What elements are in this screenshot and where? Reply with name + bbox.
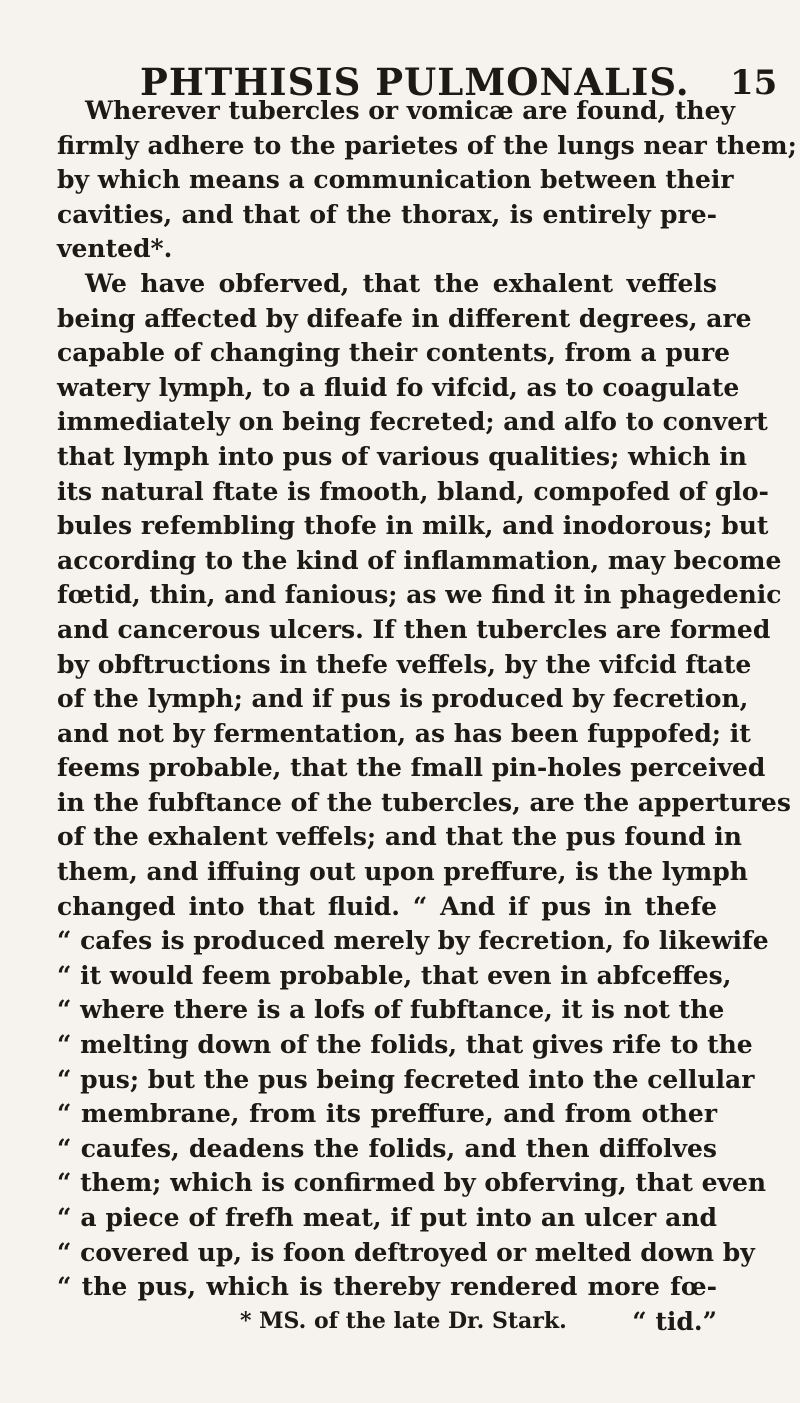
footnote: * MS. of the late Dr. Stark. bbox=[240, 1308, 567, 1334]
page-number: 15 bbox=[730, 63, 778, 103]
text-line: by obftructions in thefe veffels, by the vifcid ftate bbox=[57, 649, 752, 679]
text-line: immediately on being fecreted; and alfo to convert bbox=[57, 407, 768, 437]
text-line: Wherever tubercles or vomicæ are found, they bbox=[85, 96, 736, 125]
text-line: “ cafes is produced merely by fecretion, fo likewife bbox=[57, 926, 769, 956]
text-line: them, and iffuing out upon preffure, is the lymph bbox=[57, 857, 748, 887]
text-line: “ caufes, deadens the folids, and then diffolves bbox=[57, 1133, 717, 1163]
text-line: “ where there is a lofs of fubftance, it is not the bbox=[57, 995, 725, 1025]
text-line: “ it would feem probable, that even in abfceffes, bbox=[57, 960, 732, 990]
text-line: fœtid, thin, and fanious; as we find it in phagedenic bbox=[57, 580, 782, 610]
text-line: that lymph into pus of various qualities; which in bbox=[57, 441, 747, 471]
text-line: watery lymph, to a fluid fo vifcid, as to coagulate bbox=[57, 372, 740, 402]
text-line: “ tid.” bbox=[632, 1306, 717, 1336]
text-line: and not by fermentation, as has been fuppofed; it bbox=[57, 718, 751, 748]
text-line: “ the pus, which is thereby rendered more fœ- bbox=[57, 1272, 717, 1302]
text-line: changed into that fluid. “ And if pus in thefe bbox=[57, 891, 717, 921]
text-line: of the lymph; and if pus is produced by fecretion, bbox=[57, 684, 749, 714]
text-line: We have obferved, that the exhalent veffels bbox=[85, 268, 717, 298]
text-line: and cancerous ulcers. If then tubercles are formed bbox=[57, 614, 771, 644]
text-line: of the exhalent veffels; and that the pus found in bbox=[57, 822, 742, 852]
text-line: being affected by difeafe in different degrees, are bbox=[57, 303, 752, 333]
text-line: “ membrane, from its preffure, and from other bbox=[57, 1099, 717, 1129]
text-line: vented*. bbox=[57, 234, 173, 264]
text-line: according to the kind of inflammation, may become bbox=[57, 545, 782, 575]
text-line: feems probable, that the fmall pin-holes perceived bbox=[57, 753, 766, 783]
text-line: “ covered up, is foon deftroyed or melted down by bbox=[57, 1237, 755, 1267]
text-line: its natural ftate is fmooth, bland, compofed of glo- bbox=[57, 476, 769, 506]
page-title: PHTHISIS PULMONALIS. bbox=[140, 60, 690, 104]
body-text bbox=[57, 94, 797, 1339]
text-line: bules refembling thofe in milk, and inodorous; but bbox=[57, 511, 769, 541]
text-line: in the fubftance of the tubercles, are the appertures bbox=[57, 787, 791, 817]
text-line: firmly adhere to the parietes of the lungs near them; bbox=[57, 130, 797, 160]
text-line: cavities, and that of the thorax, is entirely pre- bbox=[57, 199, 717, 229]
text-line: “ them; which is confirmed by obferving, that even bbox=[57, 1168, 767, 1198]
text-line: “ melting down of the folids, that gives rife to the bbox=[57, 1030, 753, 1060]
text-line: “ a piece of frefh meat, if put into an ulcer and bbox=[57, 1203, 717, 1232]
text-line: by which means a communication between their bbox=[57, 165, 734, 195]
text-line: “ pus; but the pus being fecreted into the cellular bbox=[57, 1064, 755, 1094]
text-line: capable of changing their contents, from a pure bbox=[57, 338, 731, 368]
